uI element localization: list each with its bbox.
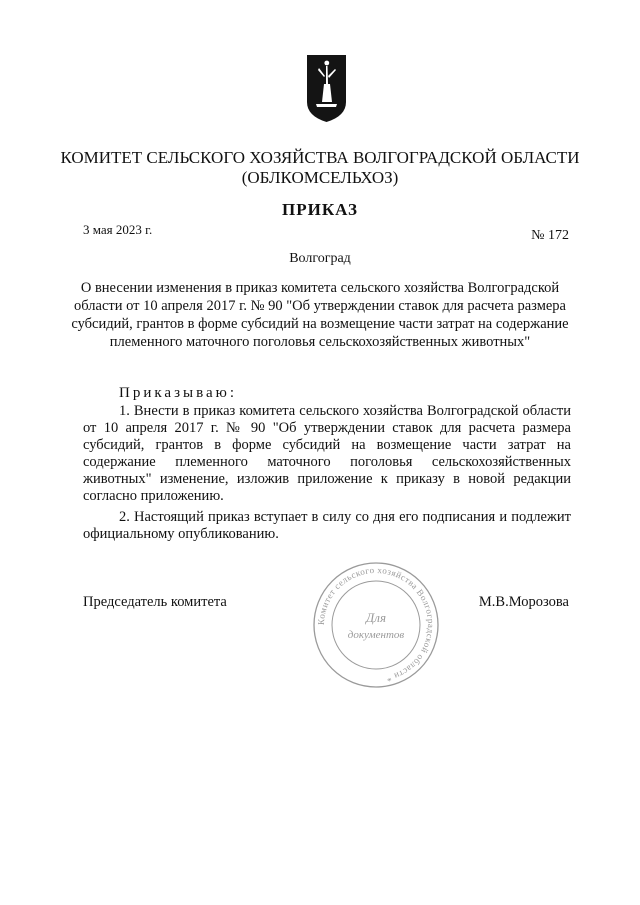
order-word: Приказываю: [119, 385, 237, 401]
org-name-line2: (ОБЛКОМСЕЛЬХОЗ) [241, 168, 399, 187]
document-type: ПРИКАЗ [282, 200, 358, 219]
official-stamp [311, 560, 441, 690]
stamp-center-line2: документов [347, 629, 405, 641]
coat-of-arms-icon [306, 54, 347, 123]
signatory-title: Председатель комитета [83, 594, 227, 610]
org-name-line1: КОМИТЕТ СЕЛЬСКОГО ХОЗЯЙСТВА ВОЛГОГРАДСКОЙ ОБЛАСТИ [60, 148, 580, 167]
document-subject: О внесении изменения в приказ комитета сельского хозяйства Волгоградской области от 10 апреля 2017 г. № 90 "Об утверждении ставок для расчета размера субсидий, грантов в форме субсидий на возмещение части затрат на содержание племенного маточного поголовья сельскохозяйственных животных" [71, 280, 569, 350]
document-number: № 172 [531, 228, 569, 243]
paragraph-2: 2. Настоящий приказ вступает в силу со дня его подписания и подлежит официальному опубликованию. [83, 509, 571, 542]
stamp-center-line1: Для [366, 610, 386, 625]
stamp-ring-text: Комитет сельского хозяйства Волгоградской области * [315, 564, 437, 684]
paragraph-1: 1. Внести в приказ комитета сельского хозяйства Волгоградской области от 10 апреля 2017 г. № 90 "Об утверждении ставок для расчета размера субсидий, грантов в форме субсидий на возмещение части затрат на содержание племенного маточного поголовья сельскохозяйственных животных" изменение, изложив приложение к приказу в новой редакции согласно приложению. [83, 403, 571, 504]
document-date: 3 мая 2023 г. [83, 222, 153, 237]
signatory-name: М.В.Морозова [478, 594, 569, 610]
document-city: Волгоград [289, 251, 351, 266]
